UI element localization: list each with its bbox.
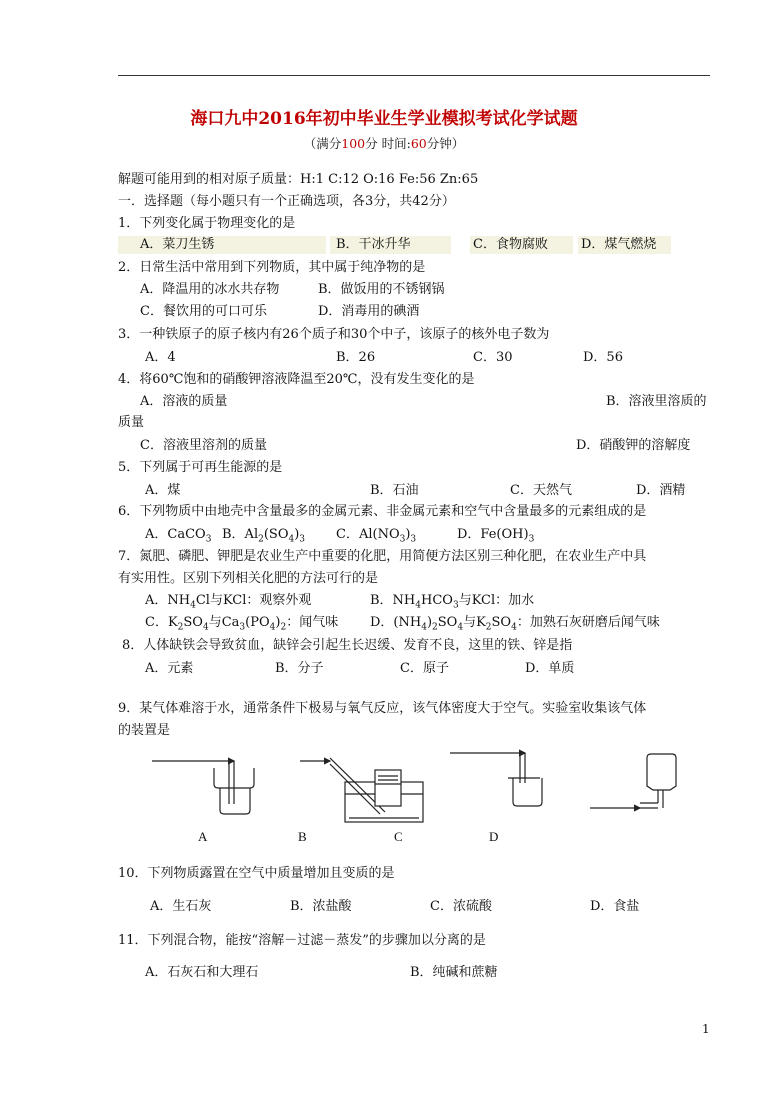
q5-option-a[interactable]: A．煤	[145, 483, 181, 498]
q10-option-d[interactable]: D．食盐	[590, 899, 640, 914]
q8-stem: 8．人体缺铁会导致贫血，缺锌会引起生长迟缓、发育不良，这里的铁、锌是指	[122, 638, 573, 653]
q9-stem: 9．某气体难溶于水，通常条件下极易与氧气反应，该气体密度大于空气。实验室收集该气体	[118, 701, 647, 716]
q1-option-a[interactable]: A．菜刀生锈	[118, 236, 326, 254]
q2-option-d[interactable]: D．消毒用的碘酒	[318, 304, 420, 319]
q1-option-b[interactable]: B．干冰升华	[330, 236, 451, 254]
atomic-masses: 解题可能用到的相对原子质量：H:1 C:12 O:16 Fe:56 Zn:65	[118, 172, 479, 187]
q1-stem: 1．下列变化属于物理变化的是	[118, 216, 296, 231]
q4-option-b-cont: 质量	[118, 415, 145, 430]
q7-option-b[interactable]: B．$NH_4HCO_3$与KCl：加水	[370, 593, 535, 611]
apparatus-a	[152, 761, 254, 814]
full-score: 100	[341, 136, 366, 151]
apparatus-label-c[interactable]: C	[394, 829, 403, 844]
q11-stem: 11．下列混合物，能按“溶解－过滤－蒸发”的步骤加以分离的是	[118, 933, 486, 948]
q8-option-d[interactable]: D．单质	[525, 661, 575, 676]
q6-option-b[interactable]: B．$Al_2(SO_4)_3$	[222, 527, 306, 545]
q7-stem-cont: 有实用性。区别下列相关化肥的方法可行的是	[118, 571, 379, 586]
q4-option-b[interactable]: B．溶液里溶质的	[606, 394, 707, 409]
q7-stem: 7．氮肥、磷肥、钾肥是农业生产中重要的化肥，用简便方法区别三种化肥，在农业生产中具	[118, 549, 647, 564]
q6-option-c[interactable]: C．$Al(NO_3)_3$	[336, 527, 417, 545]
q1-option-c[interactable]: C．食物腐败	[470, 236, 573, 254]
q4-stem: 4．将60℃饱和的硝酸钾溶液降温至20℃，没有发生变化的是	[118, 372, 475, 387]
q6-stem: 6．下列物质中由地壳中含量最多的金属元素、非金属元素和空气中含量最多的元素组成的是	[118, 504, 647, 519]
q7-option-c[interactable]: C．$K_2SO_4$与$Ca_3(PO_4)_2$：闻气味	[145, 615, 339, 633]
q3-option-b[interactable]: B．26	[336, 350, 376, 365]
q5-option-d[interactable]: D．酒精	[636, 483, 686, 498]
q11-option-a[interactable]: A．石灰石和大理石	[145, 965, 259, 980]
q3-option-a[interactable]: A．4	[145, 350, 176, 365]
page-number: 1	[702, 1022, 710, 1036]
q7-option-a[interactable]: A．$NH_4Cl$与KCl：观察外观	[145, 593, 312, 611]
apparatus-label-a[interactable]: A	[198, 829, 208, 844]
q2-option-b[interactable]: B．做饭用的不锈钢锅	[318, 282, 445, 297]
q4-option-c[interactable]: C．溶液里溶剂的质量	[140, 438, 267, 453]
q3-option-d[interactable]: D．56	[583, 350, 623, 365]
section-heading: 一．选择题（每小题只有一个正确选项，各3分，共42分）	[118, 194, 455, 209]
q2-option-c[interactable]: C．餐饮用的可口可乐	[140, 304, 267, 319]
q6-option-d[interactable]: D．$Fe(OH)_3$	[457, 527, 535, 545]
q1-option-d[interactable]: D．煤气燃烧	[578, 236, 671, 254]
apparatus-d	[590, 754, 676, 808]
q5-option-c[interactable]: C．天然气	[510, 483, 572, 498]
apparatus-b	[300, 758, 423, 822]
q9-stem-cont: 的装置是	[118, 723, 171, 738]
q8-option-a[interactable]: A．元素	[145, 661, 194, 676]
q2-option-a[interactable]: A．降温用的冰水共存物	[140, 282, 280, 297]
apparatus-c	[450, 753, 542, 806]
page-title: 海口九中2016年初中毕业生学业模拟考试化学试题	[190, 109, 578, 129]
q10-option-c[interactable]: C．浓硫酸	[430, 899, 492, 914]
q5-option-b[interactable]: B．石油	[370, 483, 419, 498]
q7-option-d[interactable]: D．$(NH_4)_2SO_4$与$K_2SO_4$：加熟石灰研磨后闻气味	[370, 615, 660, 633]
q5-stem: 5．下列属于可再生能源的是	[118, 460, 283, 475]
q10-option-b[interactable]: B．浓盐酸	[290, 899, 352, 914]
gas-collection-apparatus	[150, 748, 690, 828]
q10-stem: 10．下列物质露置在空气中质量增加且变质的是	[118, 866, 395, 881]
q2-stem: 2．日常生活中常用到下列物质，其中属于纯净物的是	[118, 260, 426, 275]
q11-option-b[interactable]: B．纯碱和蔗糖	[410, 965, 498, 980]
q4-option-d[interactable]: D．硝酸钾的溶解度	[576, 438, 691, 453]
q8-option-b[interactable]: B．分子	[275, 661, 324, 676]
q3-stem: 3．一种铁原子的原子核内有26个质子和30个中子，该原子的核外电子数为	[118, 327, 550, 342]
apparatus-label-d[interactable]: D	[489, 829, 499, 844]
q10-option-a[interactable]: A．生石灰	[150, 899, 212, 914]
q8-option-c[interactable]: C．原子	[400, 661, 449, 676]
time-limit: 60	[410, 136, 427, 151]
apparatus-label-b[interactable]: B	[298, 829, 307, 844]
header-rule	[118, 75, 710, 76]
q3-option-c[interactable]: C．30	[473, 350, 513, 365]
q6-option-a[interactable]: A．CaCO$_3$	[145, 527, 212, 545]
exam-info: （满分100分 时间:60分钟）	[303, 136, 465, 151]
q4-option-a[interactable]: A．溶液的质量	[140, 394, 228, 409]
